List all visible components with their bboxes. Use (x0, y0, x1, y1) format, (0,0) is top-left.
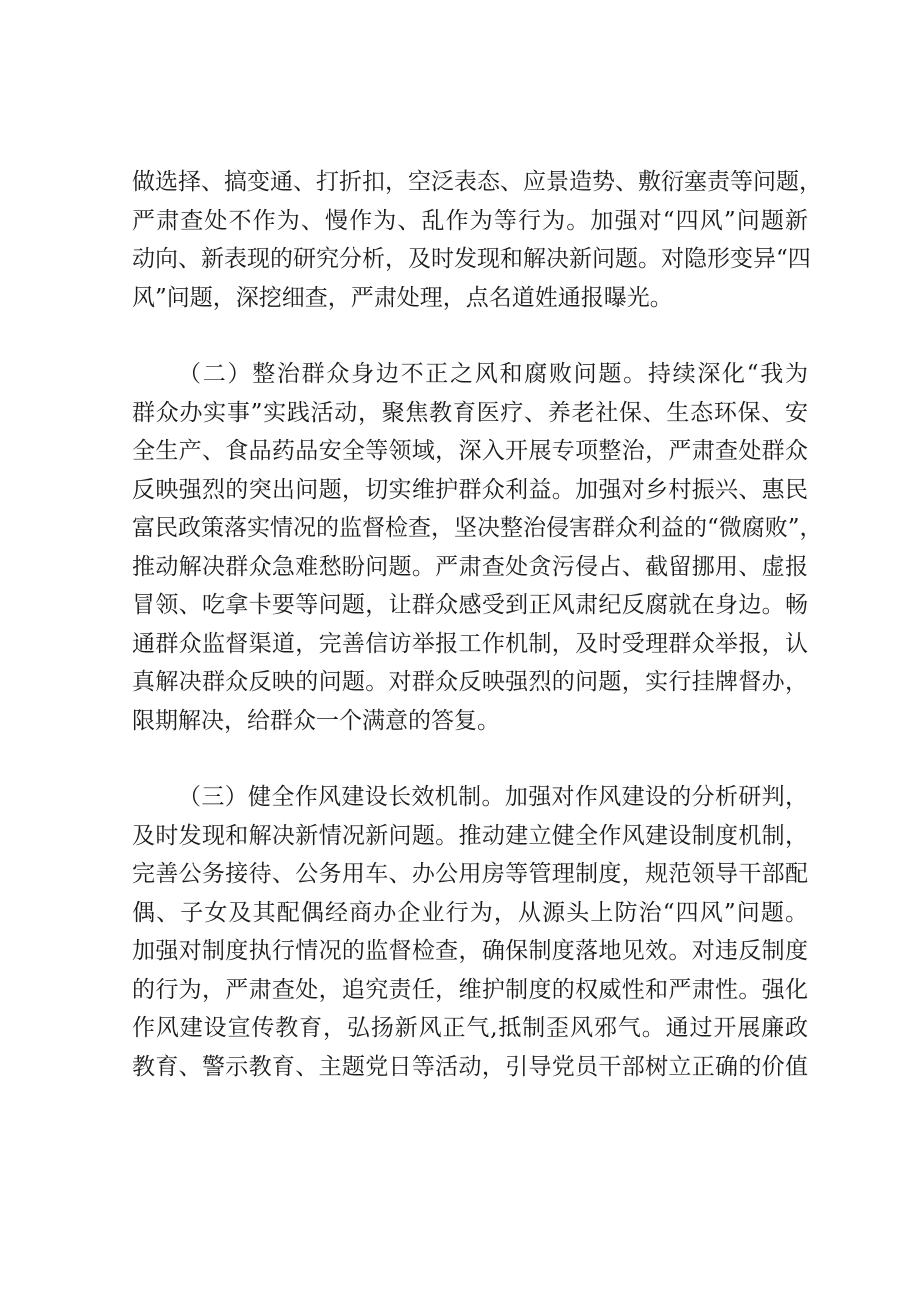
text-line: 限期解决，给群众一个满意的答复。 (132, 707, 500, 734)
text-line: 完善公务接待、公务用车、办公用房等管理制度，规范领导干部配 (132, 861, 808, 887)
text-line: 推动解决群众急难愁盼问题。严肃查处贪污侵占、截留挪用、虚报 (132, 553, 808, 580)
text-line: 加强对制度执行情况的监督检查，确保制度落地见效。对违反制度 (132, 938, 808, 964)
text-line: 风”问题，深挖细查，严肃处理，点名道姓通报曝光。 (132, 284, 673, 311)
text-line: （三）健全作风建设长效机制。加强对作风建设的分析研判， (178, 784, 808, 810)
text-line: 群众办实事”实践活动，聚焦教育医疗、养老社保、生态环保、安 (132, 399, 808, 426)
paragraph-continuation (132, 163, 822, 317)
text-line: 教育、警示教育、主题党日等活动，引导党员干部树立正确的价值 (132, 1053, 808, 1080)
text-line: （二）整治群众身边不正之风和腐败问题。持续深化“我为 (178, 361, 808, 387)
text-line: 真解决群众反映的问题。对群众反映强烈的问题，实行挂牌督办， (132, 669, 808, 695)
text-line: 冒领、吃拿卡要等问题，让群众感受到正风肃纪反腐就在身边。畅 (132, 592, 808, 618)
text-line: 富民政策落实情况的监督检查，坚决整治侵害群众利益的“微腐败”， (132, 515, 823, 541)
paragraph-section-three (132, 778, 808, 1086)
text-line: 的行为，严肃查处，追究责任，维护制度的权威性和严肃性。强化 (132, 976, 808, 1003)
text-line: 通群众监督渠道，完善信访举报工作机制，及时受理群众举报，认 (132, 630, 808, 657)
text-line: 全生产、食品药品安全等领域，深入开展专项整治，严肃查处群众 (132, 438, 808, 464)
text-line: 及时发现和解决新情况新问题。推动建立健全作风建设制度机制， (132, 822, 808, 849)
text-line: 严肃查处不作为、慢作为、乱作为等行为。加强对“四风”问题新 (132, 207, 808, 234)
paragraph-section-two (132, 355, 823, 740)
text-line: 动向、新表现的研究分析，及时发现和解决新问题。对隐形变异“四 (132, 246, 811, 272)
text-line: 反映强烈的突出问题，切实维护群众利益。加强对乡村振兴、惠民 (132, 476, 808, 503)
text-line: 偶、子女及其配偶经商办企业行为，从源头上防治“四风”问题。 (132, 899, 808, 926)
text-line: 作风建设宣传教育，弘扬新风正气,抵制歪风邪气。通过开展廉政 (132, 1015, 808, 1041)
text-line: 做选择、搞变通、打折扣，空泛表态、应景造势、敷衍塞责等问题， (132, 169, 822, 195)
